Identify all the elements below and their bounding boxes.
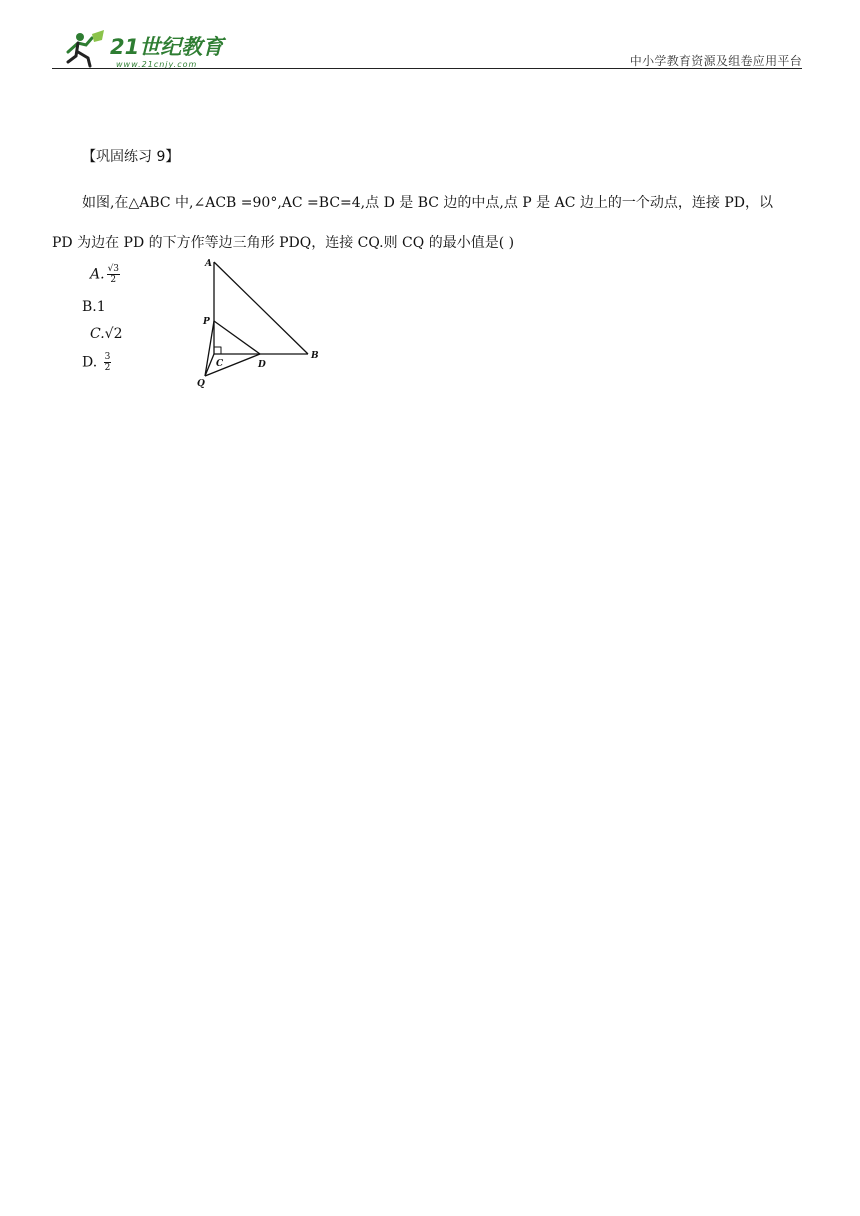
option-a-label: A. [90, 266, 105, 283]
option-d-numerator: 3 [104, 352, 111, 362]
runner-icon [68, 30, 104, 66]
right-angle-mark [214, 347, 221, 354]
problem-text [52, 183, 808, 263]
option-a [90, 264, 120, 285]
site-tagline: 中小学教育资源及组卷应用平台 [629, 54, 802, 68]
option-c-label: C. [90, 326, 105, 342]
option-d-label: D. [82, 354, 98, 371]
label-b: B [311, 351, 319, 361]
option-a-fraction [107, 264, 120, 285]
option-a-denominator: 2 [110, 275, 117, 285]
segment-pq [205, 321, 214, 376]
option-a-numerator: √3 [107, 264, 120, 274]
option-b: B.1 [82, 299, 106, 315]
problem-line-1: 如图,在△ABC 中,∠ACB =90°,AC =BC=4,点 D 是 BC 边的中点,点 P 是 AC 边上的一个动点，连接 PD，以 [82, 195, 773, 211]
label-d: D [258, 360, 266, 370]
logo-url: www.21cnjy.com [116, 60, 198, 69]
problem-line-2: PD 为边在 PD 的下方作等边三角形 PDQ，连接 CQ.则 CQ 的最小值是( ) [52, 235, 515, 251]
option-d-fraction [104, 352, 112, 373]
page-header [52, 24, 802, 72]
option-c-value: √2 [104, 326, 123, 342]
option-d-denominator: 2 [104, 363, 111, 373]
label-p: P [203, 317, 210, 327]
site-logo [64, 28, 234, 70]
section-title: 【巩固练习 9】 [82, 149, 180, 165]
label-q: Q [197, 379, 205, 389]
label-c: C [216, 359, 224, 369]
label-a: A [205, 259, 212, 269]
header-divider [52, 68, 802, 69]
option-c [90, 326, 123, 342]
option-d [82, 352, 111, 373]
segment-ab [214, 262, 308, 354]
logo-text: 21世纪教育 [110, 35, 224, 59]
geometry-figure [188, 254, 328, 394]
